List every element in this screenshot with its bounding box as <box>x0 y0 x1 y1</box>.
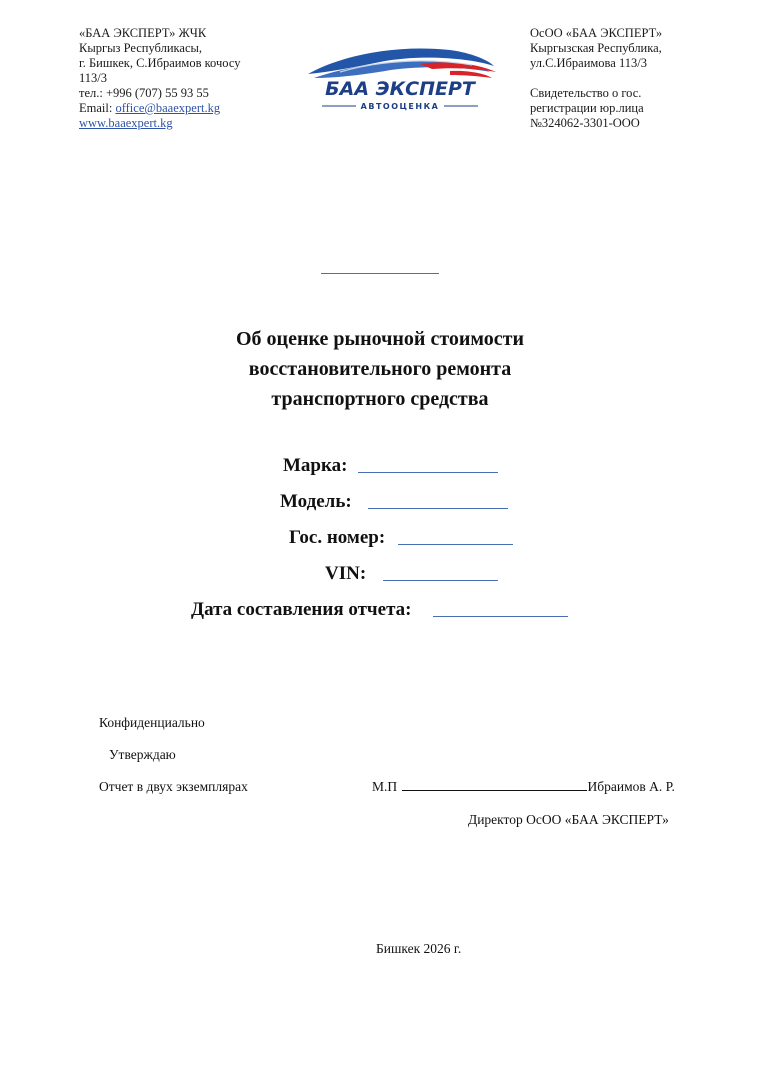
approve-label: Утверждаю <box>109 747 176 762</box>
make-label: Марка: <box>283 455 348 476</box>
spacer-line <box>530 71 662 86</box>
signature-blank[interactable] <box>402 779 587 791</box>
title-line-2: восстановительного ремонта <box>248 358 512 380</box>
address-kyrgyz: г. Бишкек, С.Ибраимов кочосу <box>79 56 241 70</box>
company-info-kyrgyz <box>79 26 240 131</box>
signature-row <box>372 779 675 795</box>
registration-label-2: регистрации юр.лица <box>530 101 644 115</box>
report-title <box>0 324 760 414</box>
company-info-russian <box>530 26 662 131</box>
car-logo-icon <box>300 38 500 118</box>
registration-label: Свидетельство о гос. <box>530 86 642 100</box>
plate-blank[interactable] <box>398 544 513 545</box>
confidential-label: Конфиденциально <box>99 715 205 730</box>
email-label: Email: <box>79 101 116 115</box>
report-date-label: Дата составления отчета: <box>191 599 412 620</box>
address-russian: ул.С.Ибраимова 113/3 <box>530 56 647 70</box>
report-number-blank[interactable] <box>321 273 439 274</box>
model-blank[interactable] <box>368 508 508 509</box>
stamp-label: М.П <box>372 779 398 794</box>
country-kyrgyz: Кыргыз Республикасы, <box>79 41 203 55</box>
logo-tagline-text: АВТООЦЕНКА <box>360 102 440 111</box>
email-link[interactable]: office@baaexpert.kg <box>115 101 221 115</box>
signer-name: Ибраимов А. Р. <box>587 779 675 794</box>
director-title: Директор ОсОО «БАА ЭКСПЕРТ» <box>468 812 669 827</box>
country-russian: Кыргызская Республика, <box>530 41 662 55</box>
copies-label: Отчет в двух экземплярах <box>99 779 248 794</box>
plate-label: Гос. номер: <box>289 527 386 548</box>
email-row <box>79 101 240 116</box>
city-year: Бишкек 2026 г. <box>376 941 462 956</box>
make-blank[interactable] <box>358 472 498 473</box>
company-name-russian: ОсОО «БАА ЭКСПЕРТ» <box>530 26 663 40</box>
website-link[interactable]: www.baaexpert.kg <box>79 116 173 130</box>
vin-blank[interactable] <box>383 580 498 581</box>
address-number-kyrgyz: 113/3 <box>79 71 108 85</box>
phone: тел.: +996 (707) 55 93 55 <box>79 86 209 100</box>
report-date-blank[interactable] <box>433 616 568 617</box>
model-label: Модель: <box>280 491 352 512</box>
title-line-1: Об оценке рыночной стоимости <box>236 328 524 350</box>
registration-number: №324062-3301-ООО <box>530 116 640 130</box>
logo-brand-text: БАА ЭКСПЕРТ <box>325 78 475 100</box>
company-logo <box>300 38 500 118</box>
title-line-3: транспортного средства <box>271 388 489 410</box>
company-name-kyrgyz: «БАА ЭКСПЕРТ» ЖЧК <box>79 26 207 40</box>
website-row <box>79 116 240 131</box>
vin-label: VIN: <box>325 563 367 584</box>
